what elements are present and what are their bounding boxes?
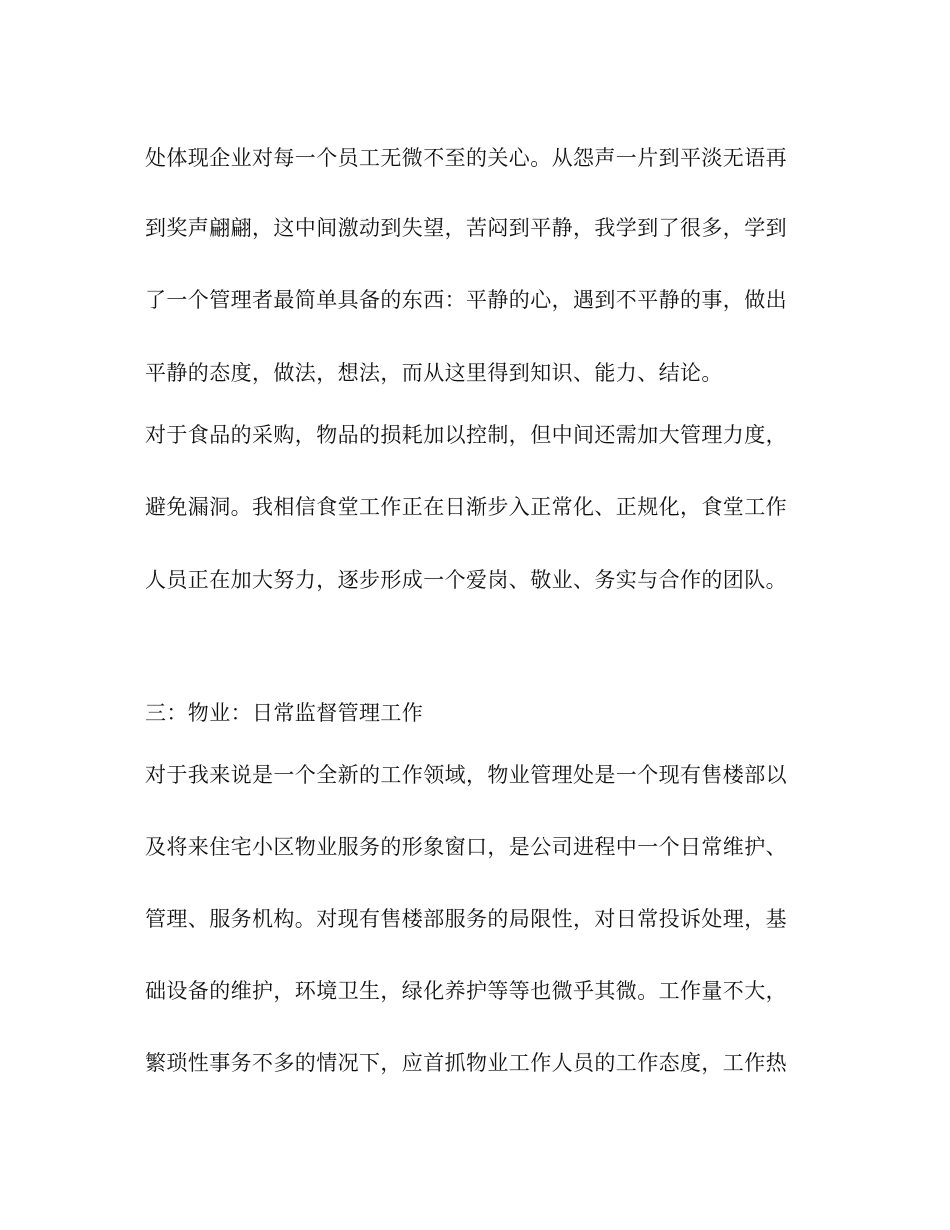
text-line-10: 及将来住宅小区物业服务的形象窗口，是公司进程中一个日常维护、 bbox=[145, 835, 787, 859]
text-line-3: 了一个管理者最简单具备的东西：平静的心，遇到不平静的事，做出 bbox=[145, 288, 787, 312]
text-line-6: 避免漏洞。我相信食堂工作正在日渐步入正常化、正规化，食堂工作 bbox=[145, 495, 787, 519]
section-heading: 三：物业：日常监督管理工作 bbox=[145, 701, 424, 725]
text-line-11: 管理、服务机构。对现有售楼部服务的局限性，对日常投诉处理，基 bbox=[145, 907, 787, 931]
text-line-1: 处体现企业对每一个员工无微不至的关心。从怨声一片到平淡无语再 bbox=[145, 146, 787, 170]
text-line-5: 对于食品的采购，物品的损耗加以控制，但中间还需加大管理力度， bbox=[145, 423, 787, 447]
text-line-7: 人员正在加大努力，逐步形成一个爱岗、敬业、务实与合作的团队。 bbox=[145, 568, 787, 592]
text-line-13: 繁琐性事务不多的情况下，应首抓物业工作人员的工作态度，工作热 bbox=[145, 1051, 787, 1075]
text-line-2: 到奖声翩翩，这中间激动到失望，苦闷到平静，我学到了很多，学到 bbox=[145, 216, 787, 240]
text-line-4: 平静的态度，做法，想法，而从这里得到知识、能力、结论。 bbox=[145, 361, 723, 385]
text-line-12: 础设备的维护，环境卫生，绿化养护等等也微乎其微。工作量不大， bbox=[145, 979, 787, 1003]
text-line-9: 对于我来说是一个全新的工作领域，物业管理处是一个现有售楼部以 bbox=[145, 763, 787, 787]
